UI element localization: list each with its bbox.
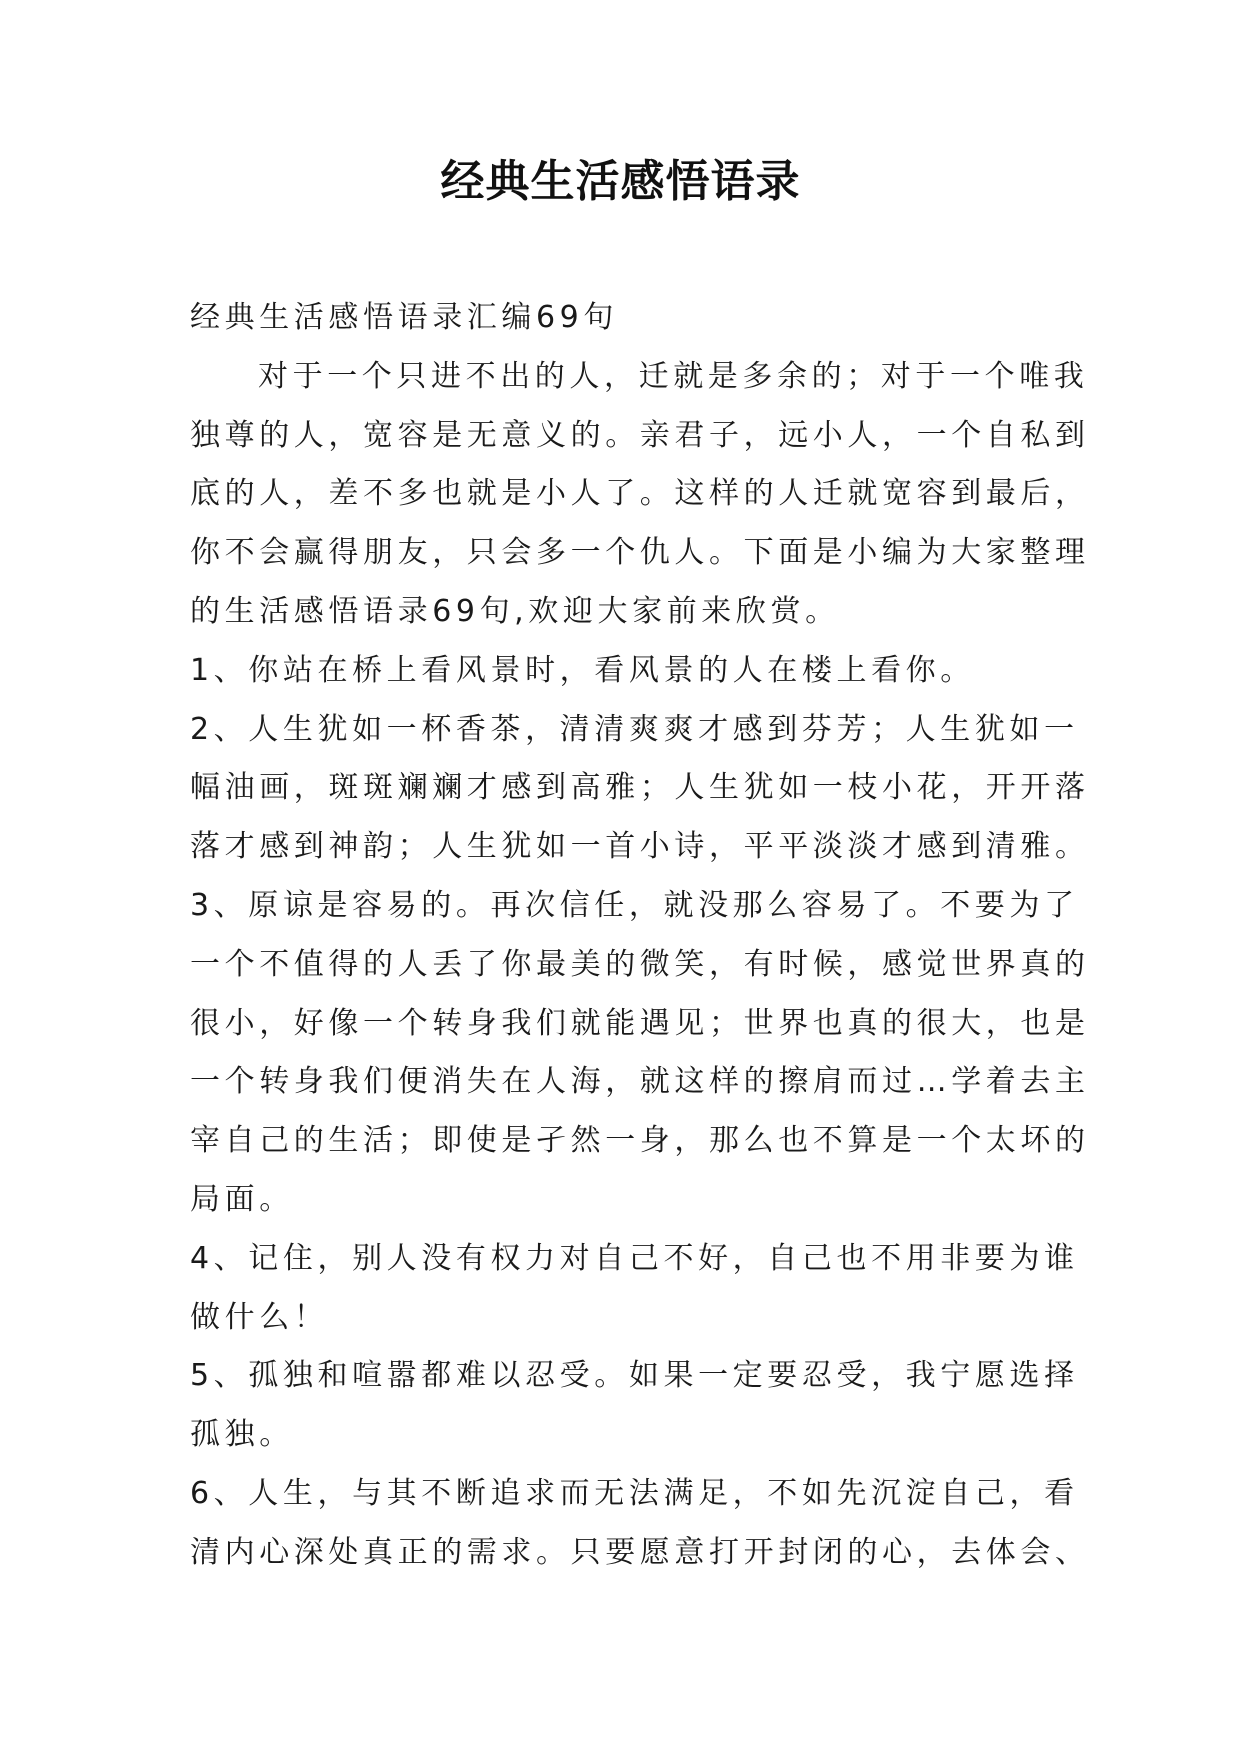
quote-line: 1、你站在桥上看风景时，看风景的人在楼上看你。 <box>190 652 975 688</box>
intro-paragraph-line: 对于一个只进不出的人，迁就是多余的；对于一个唯我 <box>258 358 1089 394</box>
quote-line: 孤独。 <box>190 1417 294 1453</box>
intro-paragraph-line: 的生活感悟语录69句,欢迎大家前来欣赏。 <box>190 593 840 629</box>
quote-line: 2、人生犹如一杯香茶，清清爽爽才感到芬芳；人生犹如一 <box>190 711 1079 747</box>
quote-line: 宰自己的生活；即使是孑然一身，那么也不算是一个太坏的 <box>190 1123 1090 1159</box>
quote-line: 很小，好像一个转身我们就能遇见；世界也真的很大，也是 <box>190 1005 1090 1041</box>
quote-line: 5、孤独和喧嚣都难以忍受。如果一定要忍受，我宁愿选择 <box>190 1358 1079 1394</box>
quote-line: 3、原谅是容易的。再次信任，就没那么容易了。不要为了 <box>190 887 1079 923</box>
quote-line: 局面。 <box>190 1181 294 1217</box>
quote-line: 一个转身我们便消失在人海，就这样的擦肩而过…学着去主 <box>190 1064 1090 1100</box>
quote-line: 做什么！ <box>190 1299 329 1335</box>
intro-paragraph-line: 你不会赢得朋友，只会多一个仇人。下面是小编为大家整理 <box>190 535 1090 571</box>
intro-paragraph-line: 底的人，差不多也就是小人了。这样的人迁就宽容到最后， <box>190 476 1090 512</box>
quote-line: 4、记住，别人没有权力对自己不好，自己也不用非要为谁 <box>190 1240 1079 1276</box>
quote-line: 幅油画，斑斑斓斓才感到高雅；人生犹如一枝小花，开开落 <box>190 770 1090 806</box>
page-title: 经典生活感悟语录 <box>440 156 801 207</box>
quote-line: 6、人生，与其不断追求而无法满足，不如先沉淀自己，看 <box>190 1475 1079 1511</box>
document-body <box>190 289 1090 1583</box>
quote-line: 一个不值得的人丢了你最美的微笑，有时候，感觉世界真的 <box>190 946 1090 982</box>
quote-line: 清内心深处真正的需求。只要愿意打开封闭的心，去体会、 <box>190 1534 1090 1570</box>
intro-paragraph-line: 独尊的人，宽容是无意义的。亲君子，远小人，一个自私到 <box>190 417 1090 453</box>
subtitle-line: 经典生活感悟语录汇编69句 <box>190 300 618 335</box>
quote-line: 落才感到神韵；人生犹如一首小诗，平平淡淡才感到清雅。 <box>190 829 1090 865</box>
